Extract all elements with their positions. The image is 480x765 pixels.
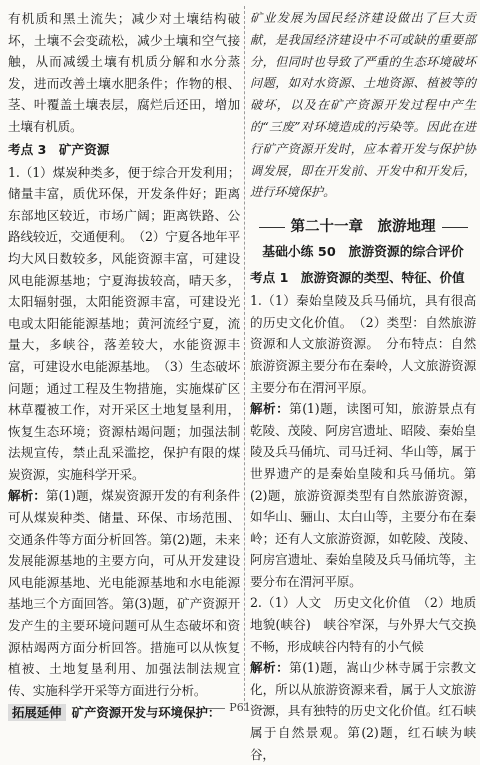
analysis-text: 第(1)题，煤炭资源开发的有利条件可从煤炭种类、储量、环保、市场范围、交通条件等方面分析回答。第(2)题，未来发展能源基地的主要方向，可从开发建设风电能源基地、光电能源基地和水电能源基地三个方面回答。第(3)题，矿产资源开发产生的主要环境问题可从生态破坏和资源枯竭两方面分析回答。措施可以从恢复植被、土地复垦利用、加强法制法规宣传、实施科学开采等方面进行分析。 — [8, 488, 240, 698]
question-1-answer-right: 1.（1）秦始皇陵及兵马俑坑，具有很高的历史文化价值。 （2）类型：自然旅游资源和人文旅游资源。 分布特点：自然旅游资源主要分布在秦岭，人文旅游资源主要分布在渭河平原。 — [250, 293, 476, 395]
extension-tag: 拓展延伸 — [8, 704, 66, 721]
chapter-rule-left — [259, 227, 285, 228]
analysis-label-1: 解析： — [250, 401, 290, 417]
page-number: P61 — [229, 701, 251, 714]
analysis-paragraph — [8, 485, 240, 701]
analysis-paragraph-1 — [250, 398, 476, 592]
chapter-rule-right — [442, 227, 468, 228]
section-heading: 基础小练 50 旅游资源的综合评价 — [262, 245, 464, 261]
chapter-heading — [250, 216, 476, 238]
page-footer — [0, 701, 480, 714]
footer-rule-left — [207, 708, 225, 709]
analysis-text-1: 第(1)题，读图可知，旅游景点有乾陵、茂陵、阿房宫遗址、昭陵、秦始皇陵及兵马俑坑、司马迁祠、华山等，属于世界遗产的是秦始皇陵和兵马俑坑。第(2)题，旅游资源类型有自然旅游资源，如华山、骊山、太白山等，主要分布在秦岭；还有人文旅游资源，如乾陵、茂陵、阿房宫遗址、秦始皇陵及兵马俑坑等，主要分布在渭河平原。 — [250, 401, 477, 589]
question-2-answer: 2.（1）人文 历史文化价值 （2）地质地貌(峡谷) 峡谷窄深，与外界大气交换不畅，形成峡谷内特有的小气候 — [250, 595, 476, 654]
kaodian-3-heading: 考点 3 矿产资源 — [8, 141, 110, 157]
chapter-title: 第二十一章 旅游地理 — [290, 219, 436, 236]
extension-text: 矿产资源开发与环境保护： — [71, 705, 221, 721]
column-divider — [244, 6, 245, 711]
intro-paragraph: 有机质和黑土流失；减少对土壤结构破坏，土壤不会变疏松，减少土壤和空气接触，从而减缓土壤有机质分解和水分蒸发，进而改善土壤水肥条件；作物的根、茎、叶覆盖土壤表层，腐烂后还田，增加土壤有机质。 — [8, 11, 240, 134]
footer-rule-right — [255, 708, 273, 709]
analysis-label-2: 解析： — [250, 660, 290, 676]
extension-continuation: 矿业发展为国民经济建设做出了巨大贡献，是我国经济建设中不可或缺的重要部分，但同时也导致了严重的生态环境破坏问题，如对水资源、土地资源、植被等的破坏，以及在矿产资源开发过程中产生的“三废”对环境造成的污染等。因此在进行矿产资源开发时，应本着开发与保护协调发展，即在开发前、开发中和开发后，进行环境保护。 — [250, 11, 476, 200]
analysis-label: 解析： — [8, 488, 46, 504]
left-column — [8, 8, 240, 723]
kaodian-1-heading: 考点 1 旅游资源的类型、特征、价值 — [250, 270, 465, 286]
analysis-text-2: 第(1)题，嵩山少林寺属于宗教文化，所以从旅游资源来看，属于人文旅游资源，具有独特的历史文化价值。红石峡属于自然景观。第(2)题，红石峡为峡谷， — [250, 660, 477, 762]
right-column — [250, 8, 476, 765]
question-1-answer: 1.（1）煤炭种类多，便于综合开发利用；储量丰富，质优环保，开发条件好；距离东部地区较近，市场广阔；距离铁路、公路线较近，交通便利。 （2）宁夏各地年平均大风日数较多，风能资源丰富，可建设风电能源基地；宁夏海拔较高，晴天多，太阳辐射强，太阳能资源丰富，可建设光电或太阳能能源基地；黄河流经宁夏，流量大，多峡谷，落差较大，水能资源丰富，可建设水电能源基地。 （3）生态破坏问题；通过工程及生物措施，实施煤矿区林草覆被工作，对开采区土地复垦利用，恢复生态环境；资源枯竭问题；加强法制法规宣传，禁止乱采滥挖，保护有限的煤炭资源，实施科学开采。 — [8, 164, 240, 482]
